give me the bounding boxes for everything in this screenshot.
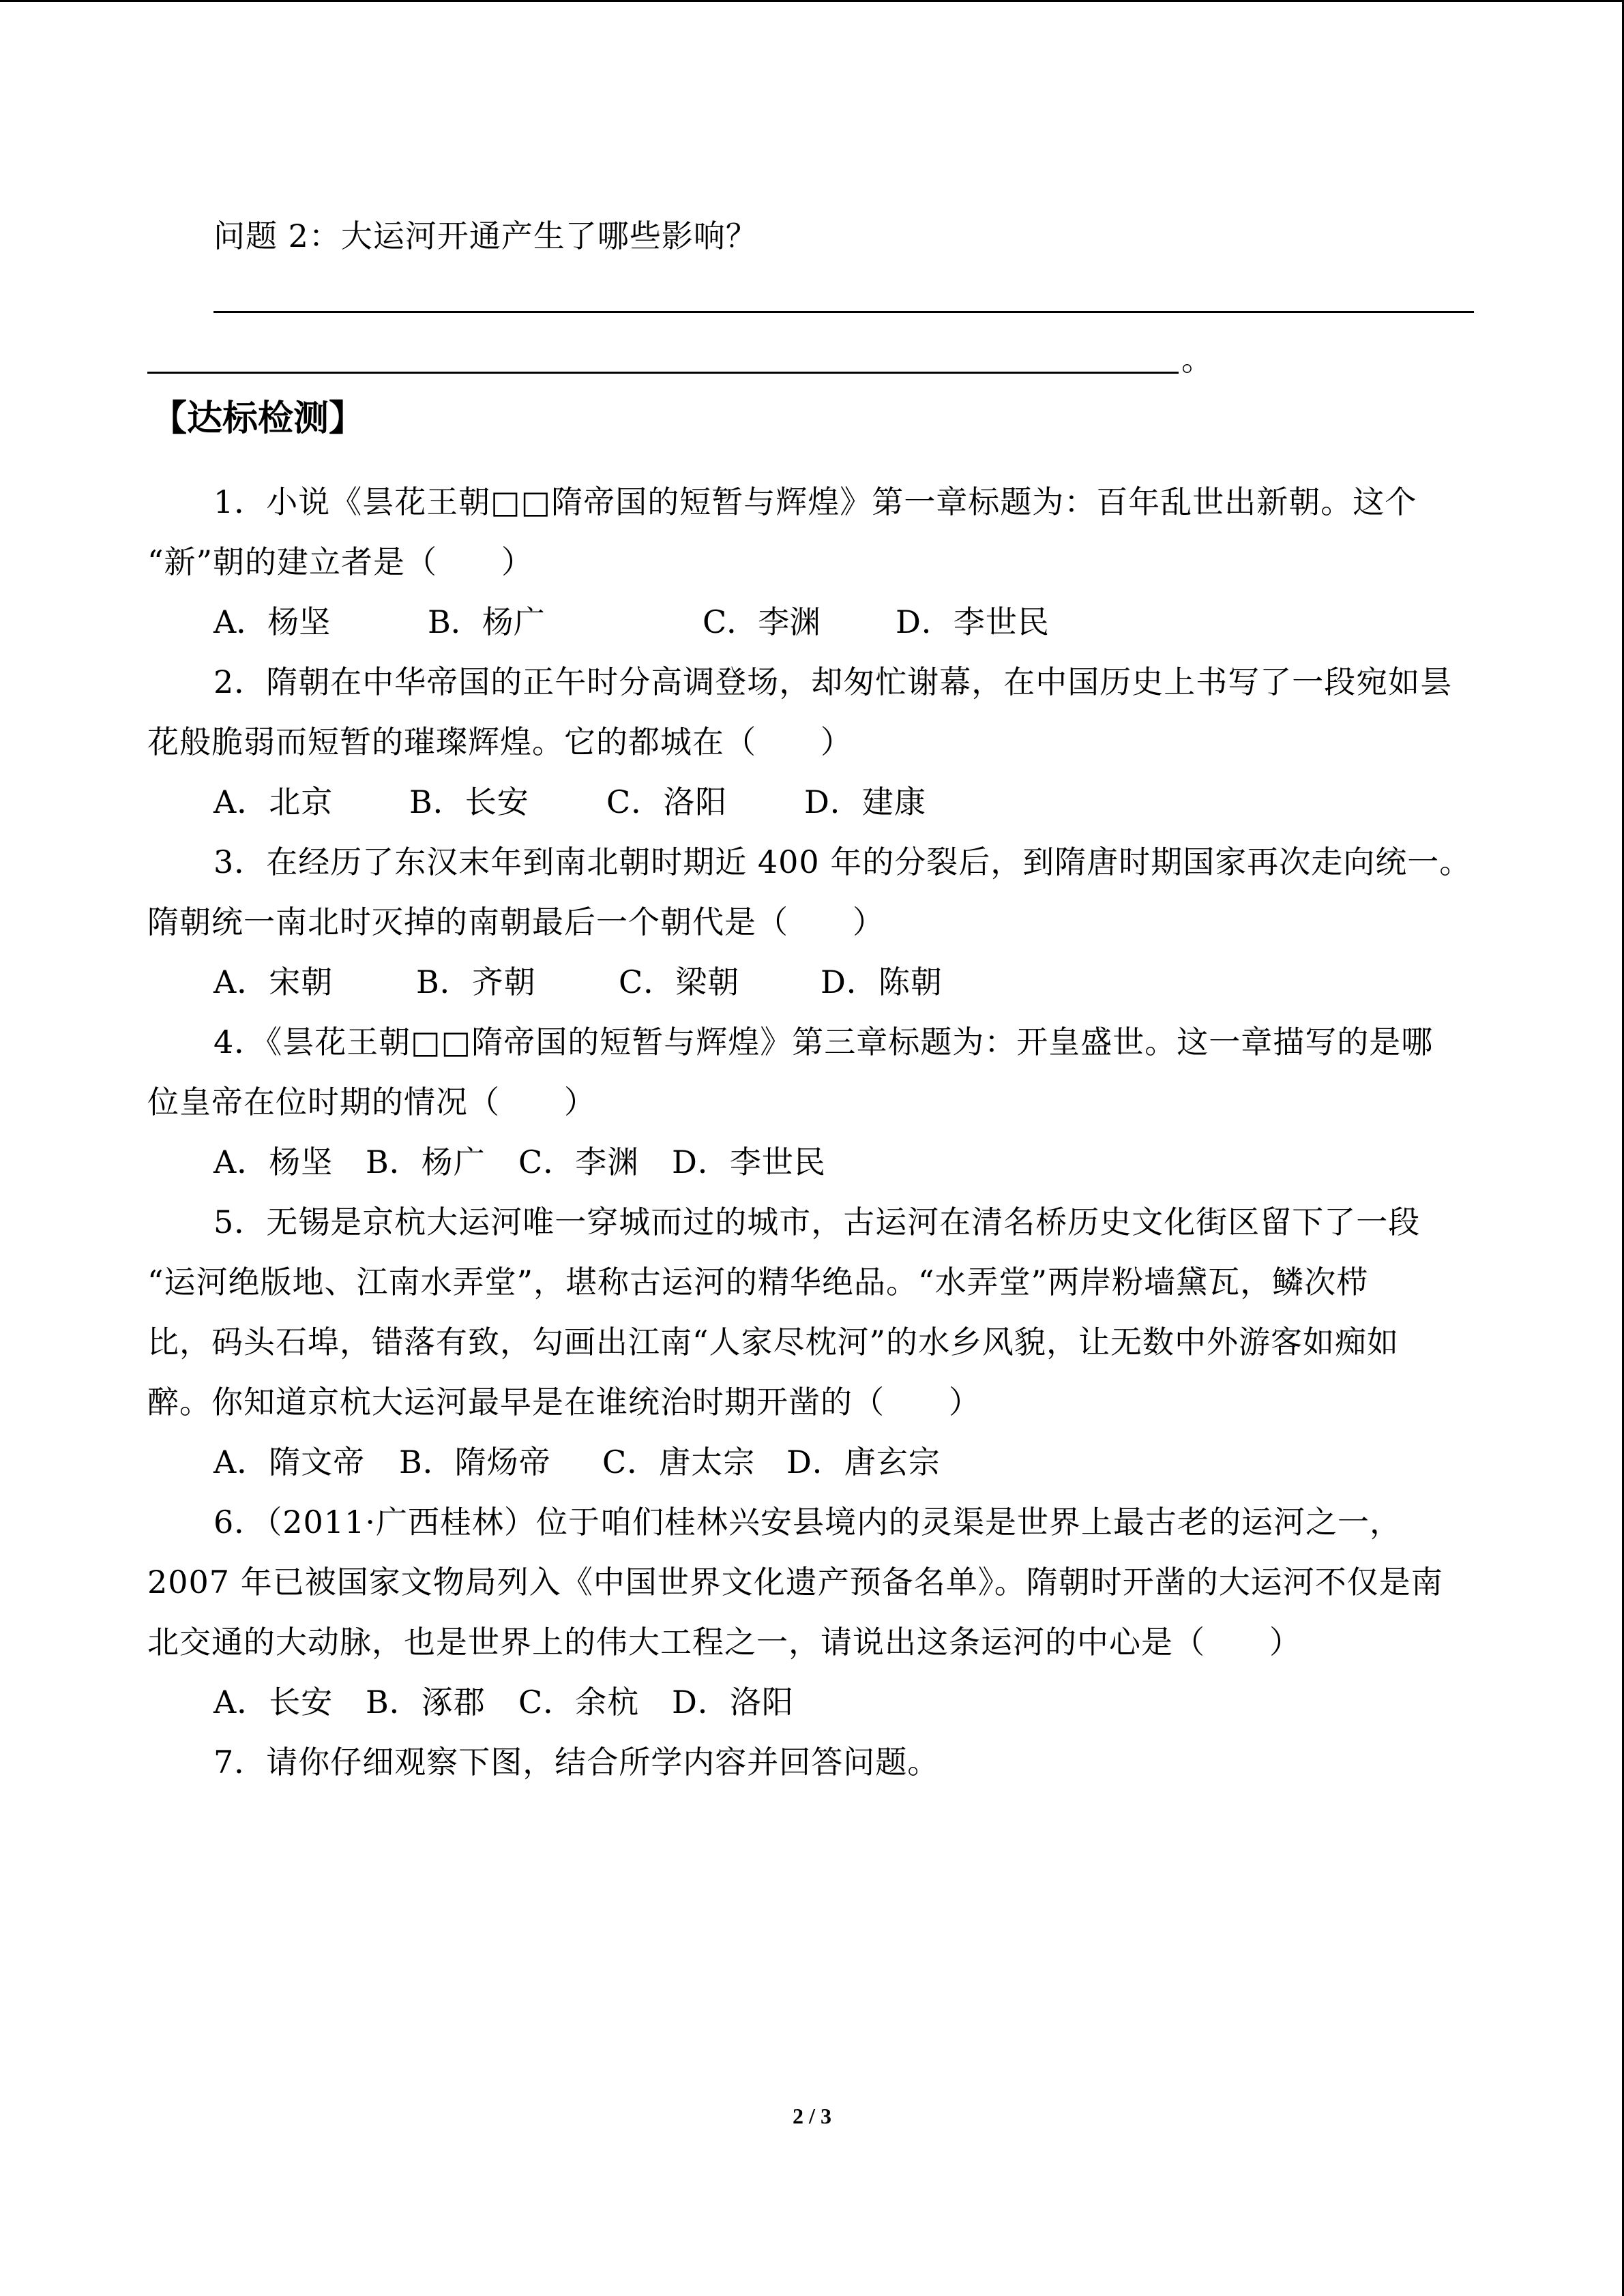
q1-option-d[interactable]: D．李世民 [896, 603, 1050, 640]
q5-option-c[interactable]: C．唐太宗 [602, 1444, 756, 1480]
q5-option-d[interactable]: D．唐玄宗 [786, 1444, 941, 1480]
q4-option-a[interactable]: A．杨坚 [213, 1144, 334, 1180]
q2-option-d[interactable]: D．建康 [804, 784, 926, 820]
q5-option-a[interactable]: A．隋文帝 [213, 1444, 366, 1480]
q3-option-d[interactable]: D．陈朝 [821, 964, 943, 1000]
q3-option-a[interactable]: A．宋朝 [213, 964, 334, 1000]
section-title: 【达标检测】 [151, 398, 365, 439]
q2-option-c[interactable]: C．洛阳 [606, 784, 728, 820]
q6-option-d[interactable]: D．洛阳 [672, 1684, 794, 1720]
q2-line-2: 花般脆弱而短暂的璀璨辉煌。它的都城在（ ） [147, 724, 853, 760]
q3-line-1: 3．在经历了东汉末年到南北朝时期近 400 年的分裂后，到隋唐时期国家再次走向统一。 [213, 844, 1472, 880]
q4-line-1: 4．《昙花王朝□□隋帝国的短暂与辉煌》第三章标题为：开皇盛世。这一章描写的是哪 [213, 1024, 1434, 1060]
q1-option-b[interactable]: B．杨广 [428, 603, 545, 640]
q5-option-b[interactable]: B．隋炀帝 [399, 1444, 551, 1480]
q3-option-b[interactable]: B．齐朝 [416, 964, 536, 1000]
q6-option-c[interactable]: C．余杭 [518, 1684, 640, 1720]
q4-option-c[interactable]: C．李渊 [518, 1144, 640, 1180]
q6-line-1: 6．（2011·广西桂林）位于咱们桂林兴安县境内的灵渠是世界上最古老的运河之一， [213, 1504, 1402, 1540]
answer-blank-line-2[interactable] [147, 372, 1179, 374]
q6-line-2: 2007 年已被国家文物局列入《中国世界文化遗产预备名单》。隋朝时开凿的大运河不仅是南 [147, 1564, 1443, 1600]
question-2-prompt: 问题 2：大运河开通产生了哪些影响？ [213, 218, 758, 254]
q4-option-b[interactable]: B．杨广 [366, 1144, 486, 1180]
page-border-top [0, 0, 1624, 2]
q4-line-2: 位皇帝在位时期的情况（ ） [147, 1084, 596, 1120]
q2-option-a[interactable]: A．北京 [213, 784, 334, 820]
q7-line-1: 7．请你仔细观察下图，结合所学内容并回答问题。 [213, 1744, 940, 1780]
answer-blank-line-1[interactable] [213, 311, 1474, 313]
q5-line-2: “运河绝版地、江南水弄堂”，堪称古运河的精华绝品。“水弄堂”两岸粉墙黛瓦，鳞次栉 [147, 1264, 1369, 1300]
q4-option-d[interactable]: D．李世民 [672, 1144, 826, 1180]
q1-option-c[interactable]: C．李渊 [703, 603, 821, 640]
q1-option-a[interactable]: A．杨坚 [213, 603, 331, 640]
page-number: 2 / 3 [793, 2104, 831, 2128]
q1-line-2: “新”朝的建立者是（ ） [147, 543, 534, 580]
q2-option-b[interactable]: B．长安 [409, 784, 529, 820]
q5-line-1: 5．无锡是京杭大运河唯一穿城而过的城市，古运河在清名桥历史文化街区留下了一段 [213, 1204, 1421, 1240]
q5-line-3: 比，码头石埠，错落有致，勾画出江南“人家尽枕河”的水乡风貌，让无数中外游客如痴如 [147, 1324, 1400, 1360]
q3-line-2: 隋朝统一南北时灭掉的南朝最后一个朝代是（ ） [147, 904, 885, 940]
q5-line-4: 醉。你知道京杭大运河最早是在谁统治时期开凿的（ ） [147, 1384, 981, 1420]
q2-line-1: 2．隋朝在中华帝国的正午时分高调登场，却匆忙谢幕，在中国历史上书写了一段宛如昙 [213, 664, 1453, 700]
q6-option-b[interactable]: B．涿郡 [366, 1684, 486, 1720]
q1-line-1: 1．小说《昙花王朝□□隋帝国的短暂与辉煌》第一章标题为：百年乱世出新朝。这个 [213, 483, 1417, 520]
q6-line-3: 北交通的大动脉，也是世界上的伟大工程之一，请说出这条运河的中心是（ ） [147, 1624, 1301, 1660]
q6-option-a[interactable]: A．长安 [213, 1684, 334, 1720]
answer-end-punctuation: 。 [1181, 341, 1213, 378]
q3-option-c[interactable]: C．梁朝 [619, 964, 740, 1000]
